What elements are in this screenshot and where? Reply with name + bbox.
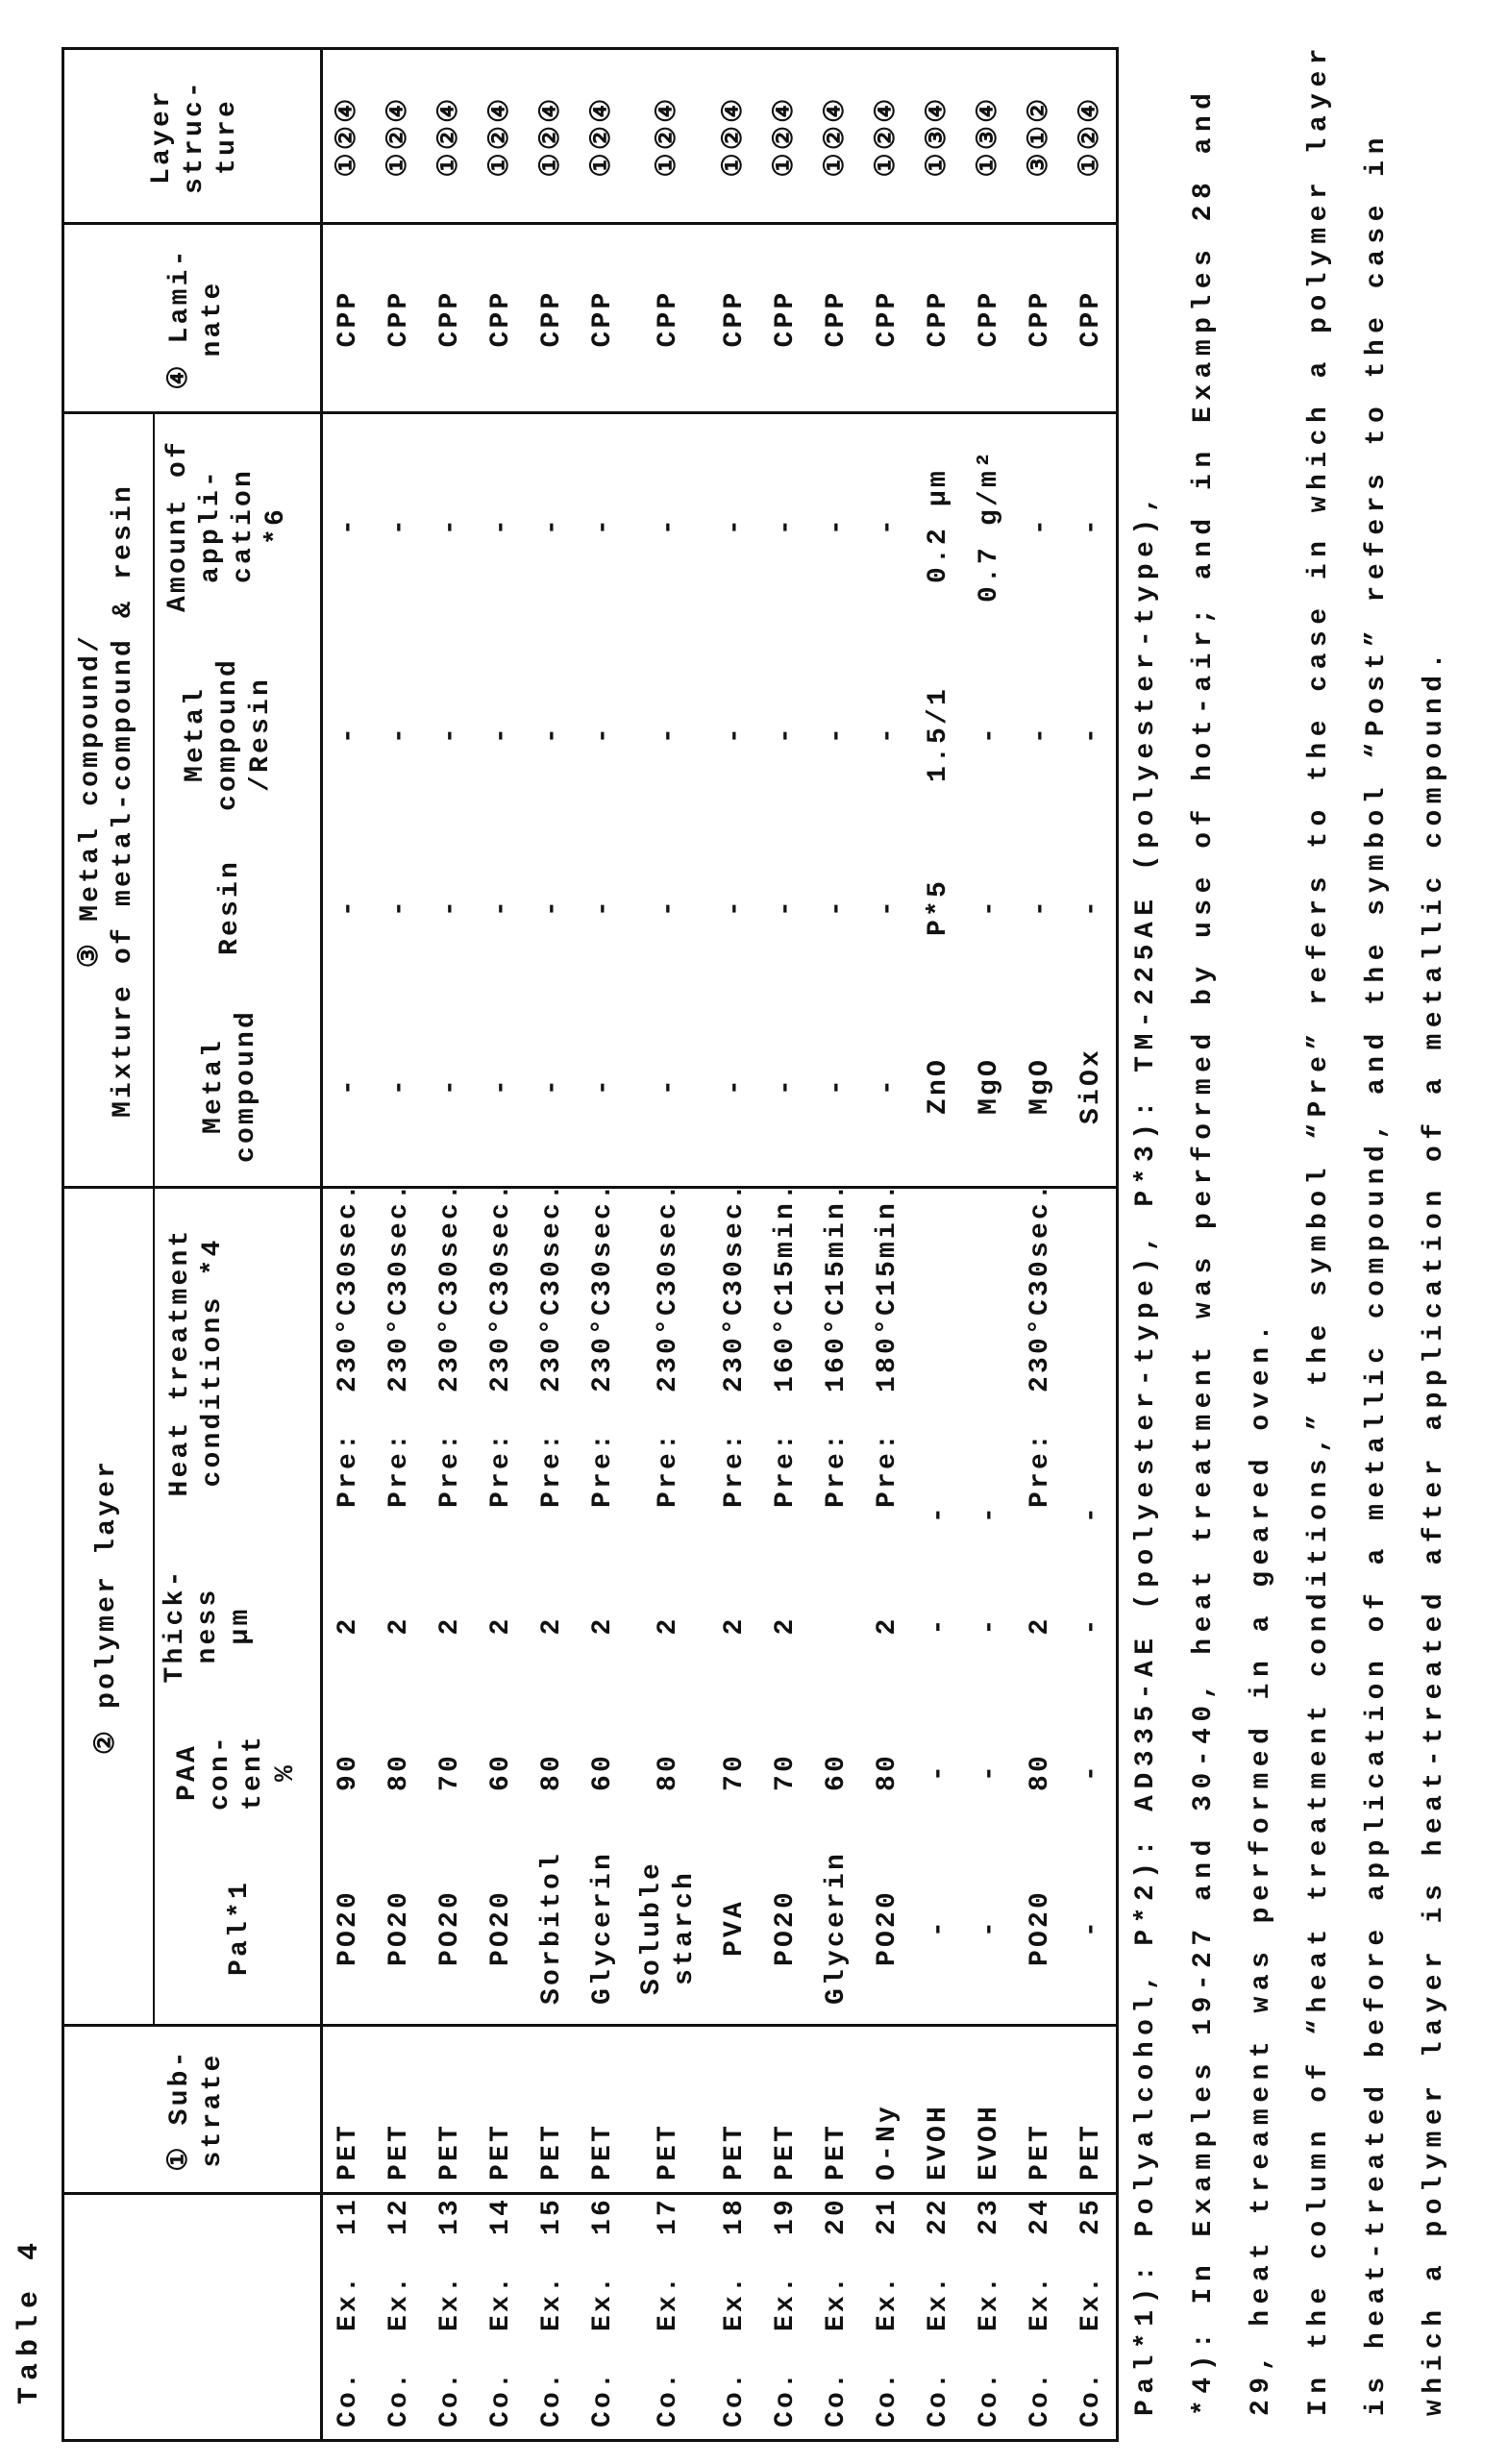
cell-paa: 70 (709, 1714, 760, 1830)
cell-amount: - (1066, 413, 1117, 638)
header-heat (159, 1188, 235, 1537)
cell-ratio: - (709, 638, 760, 830)
cell-label: Co. Ex. 15 (527, 2194, 578, 2441)
cell-resin: - (578, 830, 629, 984)
cell-amount: - (425, 413, 476, 638)
cell-pal: Glycerin (811, 1830, 862, 2026)
cell-pal: PO20 (862, 1830, 913, 2026)
cell-substrate: PET (811, 2026, 862, 2194)
footnote-line: 29, heat treament was performed in a geared oven. (1246, 1318, 1278, 2416)
cell-label: Co. Ex. 25 (1066, 2194, 1117, 2441)
cell-paa: - (964, 1714, 1015, 1830)
cell-heat: Pre: 230°C30sec. (425, 1188, 476, 1537)
header-metal-group (63, 413, 152, 1188)
header-text: ② polymer layer (91, 1459, 124, 1755)
subheader-divider (153, 413, 155, 2026)
header-text: PAA (172, 1743, 205, 1801)
header-text: ④ Lami- (164, 247, 197, 389)
cell-layer: ①②④ (578, 49, 629, 224)
cell-laminate: CPP (1066, 224, 1117, 413)
cell-thickness: 2 (476, 1537, 527, 1714)
cell-ratio: - (578, 638, 629, 830)
cell-laminate: CPP (1015, 224, 1066, 413)
cell-layer: ①②④ (1066, 49, 1117, 224)
cell-metal: - (527, 984, 578, 1188)
cell-label: Co. Ex. 16 (578, 2194, 629, 2441)
cell-layer: ①②④ (709, 49, 760, 224)
cell-label: Co. Ex. 17 (629, 2194, 709, 2441)
cell-amount: - (578, 413, 629, 638)
cell-substrate: PET (629, 2026, 709, 2194)
cell-layer: ①②④ (476, 49, 527, 224)
cell-resin: - (476, 830, 527, 984)
cell-heat: Pre: 230°C30sec. (1015, 1188, 1066, 1537)
header-pal (192, 1830, 288, 2026)
header-text: conditions *4 (197, 1237, 230, 1487)
cell-pal: Soluble starch (629, 1830, 709, 2026)
footnote-line: which a polymer layer is heat-treated after application of a metallic compound. (1419, 647, 1451, 2416)
cell-amount: 0.2 µm (913, 413, 964, 638)
cell-laminate: CPP (862, 224, 913, 413)
footnote-line: *4): In Examples 19-27 and 30-40, heat treatment was performed by use of hot-air; and in Examples 28 and (1188, 87, 1221, 2416)
cell-laminate: CPP (964, 224, 1015, 413)
cell-label: Co. Ex. 13 (425, 2194, 476, 2441)
cell-ratio: - (323, 638, 374, 830)
cell-metal: MgO (964, 984, 1015, 1188)
cell-ratio: - (374, 638, 425, 830)
cell-heat: Pre: 230°C30sec. (578, 1188, 629, 1537)
cell-laminate: CPP (760, 224, 811, 413)
table-title: Table 4 (13, 2236, 46, 2404)
cell-label: Co. Ex. 20 (811, 2194, 862, 2441)
cell-amount: - (323, 413, 374, 638)
cell-resin: - (425, 830, 476, 984)
cell-ratio: - (862, 638, 913, 830)
cell-metal: SiOx (1066, 984, 1117, 1188)
cell-paa: 70 (760, 1714, 811, 1830)
cell-metal: - (374, 984, 425, 1188)
cell-pal: PVA (709, 1830, 760, 2026)
header-text: cation (228, 468, 260, 583)
header-laminate (159, 224, 235, 413)
cell-pal: Sorbitol (527, 1830, 578, 2026)
cell-laminate: CPP (374, 224, 425, 413)
cell-ratio: - (527, 638, 578, 830)
cell-ratio: - (811, 638, 862, 830)
cell-amount: - (811, 413, 862, 638)
cell-heat: Pre: 230°C30sec. (527, 1188, 578, 1537)
cell-heat: Pre: 230°C30sec. (476, 1188, 527, 1537)
cell-ratio: - (1015, 638, 1066, 830)
cell-substrate: PET (323, 2026, 374, 2194)
header-text: ① Sub- (164, 2048, 197, 2171)
header-polymer-group (63, 1188, 152, 2026)
header-text: tent (237, 1734, 270, 1811)
cell-paa: 80 (527, 1714, 578, 1830)
header-text: ture (211, 98, 244, 175)
header-text: Mixture of metal-compound & resin (108, 483, 140, 1118)
cell-resin: - (323, 830, 374, 984)
cell-resin: - (1015, 830, 1066, 984)
cell-resin: - (964, 830, 1015, 984)
cell-metal: - (862, 984, 913, 1188)
cell-label: Co. Ex. 24 (1015, 2194, 1066, 2441)
cell-substrate: EVOH (913, 2026, 964, 2194)
cell-resin: - (862, 830, 913, 984)
cell-resin: P*5 (913, 830, 964, 984)
cell-thickness: - (964, 1537, 1015, 1714)
cell-paa: 80 (629, 1714, 709, 1830)
cell-label: Co. Ex. 18 (709, 2194, 760, 2441)
cell-layer: ①③④ (913, 49, 964, 224)
cell-amount: - (374, 413, 425, 638)
cell-pal: PO20 (425, 1830, 476, 2026)
cell-metal: - (578, 984, 629, 1188)
cell-laminate: CPP (323, 224, 374, 413)
header-text: appli- (195, 468, 228, 583)
cell-laminate: CPP (709, 224, 760, 413)
header-text: Layer (146, 88, 179, 185)
cell-amount: - (709, 413, 760, 638)
cell-pal: - (913, 1830, 964, 2026)
header-text: struc- (179, 79, 211, 194)
cell-amount: - (760, 413, 811, 638)
header-text: compound (231, 1009, 263, 1163)
cell-pal: PO20 (323, 1830, 374, 2026)
cell-laminate: CPP (527, 224, 578, 413)
cell-metal: - (476, 984, 527, 1188)
header-text: Heat treatment (164, 1227, 197, 1496)
cell-heat: Pre: 180°C15min. (862, 1188, 913, 1537)
header-text: ness (192, 1588, 225, 1664)
cell-heat: - (964, 1188, 1015, 1537)
cell-layer: ③①② (1015, 49, 1066, 224)
cell-substrate: PET (527, 2026, 578, 2194)
header-text: con- (205, 1734, 237, 1811)
cell-substrate: PET (709, 2026, 760, 2194)
cell-thickness: 2 (323, 1537, 374, 1714)
cell-layer: ①②④ (760, 49, 811, 224)
cell-layer: ①②④ (629, 49, 709, 224)
cell-thickness: - (913, 1537, 964, 1714)
header-metal-resin-ratio (173, 638, 284, 830)
header-text: µm (225, 1607, 258, 1645)
cell-substrate: PET (1015, 2026, 1066, 2194)
footnote-line: In the column of “heat treatment conditions,” the symbol “Pre” refers to the case in which a polymer layer (1303, 42, 1336, 2416)
cell-thickness: - (1066, 1537, 1117, 1714)
cell-amount: - (629, 413, 709, 638)
cell-heat: Pre: 230°C30sec. (323, 1188, 374, 1537)
cell-substrate: PET (760, 2026, 811, 2194)
cell-label: Co. Ex. 14 (476, 2194, 527, 2441)
cell-amount: - (1015, 413, 1066, 638)
cell-heat: Pre: 160°C15min. (811, 1188, 862, 1537)
cell-paa: 80 (1015, 1714, 1066, 1830)
cell-metal: - (323, 984, 374, 1188)
cell-metal: - (760, 984, 811, 1188)
cell-laminate: CPP (425, 224, 476, 413)
cell-label: Co. Ex. 19 (760, 2194, 811, 2441)
cell-resin: - (709, 830, 760, 984)
cell-layer: ①②④ (374, 49, 425, 224)
cell-substrate: O-Ny (862, 2026, 913, 2194)
cell-thickness: 2 (578, 1537, 629, 1714)
cell-thickness: 2 (862, 1537, 913, 1714)
header-paa (156, 1714, 319, 1830)
cell-paa: 80 (862, 1714, 913, 1830)
cell-heat: Pre: 230°C30sec. (374, 1188, 425, 1537)
header-text: Amount of (162, 439, 195, 612)
header-text: /Resin (245, 677, 278, 792)
cell-ratio: 1.5/1 (913, 638, 964, 830)
header-amount (156, 413, 300, 638)
cell-thickness: 2 (527, 1537, 578, 1714)
cell-amount: - (476, 413, 527, 638)
header-text: compound (212, 657, 245, 811)
cell-layer: ①②④ (425, 49, 476, 224)
cell-heat: - (1066, 1188, 1117, 1537)
cell-resin: - (811, 830, 862, 984)
cell-label: Co. Ex. 22 (913, 2194, 964, 2441)
header-text: ③ Metal compound/ (75, 633, 108, 968)
cell-laminate: CPP (578, 224, 629, 413)
header-metal-compound (192, 984, 269, 1188)
cell-label: Co. Ex. 21 (862, 2194, 913, 2441)
cell-laminate: CPP (629, 224, 709, 413)
cell-resin: - (760, 830, 811, 984)
cell-resin: - (527, 830, 578, 984)
header-text: strate (197, 2052, 230, 2167)
cell-thickness: 2 (374, 1537, 425, 1714)
header-text: Metal (198, 1038, 231, 1134)
cell-thickness: 2 (425, 1537, 476, 1714)
cell-thickness: 2 (1015, 1537, 1066, 1714)
cell-paa: - (913, 1714, 964, 1830)
cell-label: Co. Ex. 12 (374, 2194, 425, 2441)
cell-heat: Pre: 230°C30sec. (629, 1188, 709, 1537)
cell-laminate: CPP (811, 224, 862, 413)
header-substrate (154, 2026, 240, 2194)
header-text: Metal (180, 686, 212, 782)
cell-ratio: - (476, 638, 527, 830)
cell-amount: - (527, 413, 578, 638)
header-resin (192, 830, 269, 984)
cell-label: Co. Ex. 11 (323, 2194, 374, 2441)
cell-layer: ①②④ (811, 49, 862, 224)
cell-ratio: - (1066, 638, 1117, 830)
cell-pal: - (964, 1830, 1015, 2026)
footnote-line: is heat-treated before application of a metallic compound, and the symbol “Post” refers to the case in (1361, 132, 1394, 2416)
header-thickness (156, 1537, 261, 1714)
cell-substrate: PET (578, 2026, 629, 2194)
header-text: *6 (260, 506, 293, 545)
cell-thickness: 2 (709, 1537, 760, 1714)
cell-resin: - (1066, 830, 1117, 984)
cell-pal: PO20 (476, 1830, 527, 2026)
header-text: % (270, 1762, 303, 1782)
cell-ratio: - (629, 638, 709, 830)
cell-metal: - (709, 984, 760, 1188)
cell-resin: - (374, 830, 425, 984)
cell-paa: 60 (476, 1714, 527, 1830)
cell-pal: PO20 (374, 1830, 425, 2026)
cell-amount: - (862, 413, 913, 638)
cell-substrate: PET (374, 2026, 425, 2194)
cell-metal: MgO (1015, 984, 1066, 1188)
header-text: nate (197, 281, 230, 357)
cell-label: Co. Ex. 23 (964, 2194, 1015, 2441)
cell-paa: - (1066, 1714, 1117, 1830)
cell-pal: PO20 (760, 1830, 811, 2026)
cell-resin: - (629, 830, 709, 984)
cell-paa: 80 (374, 1714, 425, 1830)
cell-metal: - (811, 984, 862, 1188)
cell-layer: ①②④ (527, 49, 578, 224)
header-text: Thick- (160, 1567, 192, 1683)
header-text: Pal*1 (224, 1880, 257, 1976)
cell-paa: 60 (578, 1714, 629, 1830)
cell-layer: ①②④ (862, 49, 913, 224)
cell-pal: PO20 (1015, 1830, 1066, 2026)
cell-amount: 0.7 g/m² (964, 413, 1015, 638)
cell-pal: Glycerin (578, 1830, 629, 2026)
cell-heat: Pre: 230°C30sec. (709, 1188, 760, 1537)
header-layer-structure (139, 49, 250, 224)
cell-substrate: PET (425, 2026, 476, 2194)
cell-laminate: CPP (913, 224, 964, 413)
cell-metal: ZnO (913, 984, 964, 1188)
cell-substrate: PET (476, 2026, 527, 2194)
cell-ratio: - (425, 638, 476, 830)
cell-pal: - (1066, 1830, 1117, 2026)
cell-layer: ①③④ (964, 49, 1015, 224)
cell-heat: Pre: 160°C15min. (760, 1188, 811, 1537)
cell-substrate: PET (1066, 2026, 1117, 2194)
cell-layer: ①②④ (323, 49, 374, 224)
cell-thickness: 2 (760, 1537, 811, 1714)
cell-paa: 70 (425, 1714, 476, 1830)
rotated-page (0, 0, 1507, 2464)
cell-laminate: CPP (476, 224, 527, 413)
footnote-line: Pal*1): Polyalcohol, P*2): AD335-AE (polyester-type), P*3): TM-225AE (polyester-type), (1130, 490, 1163, 2416)
cell-ratio: - (964, 638, 1015, 830)
cell-thickness (811, 1537, 862, 1714)
cell-metal: - (629, 984, 709, 1188)
cell-substrate: EVOH (964, 2026, 1015, 2194)
cell-ratio: - (760, 638, 811, 830)
cell-thickness: 2 (629, 1537, 709, 1714)
cell-paa: 90 (323, 1714, 374, 1830)
header-text: Resin (214, 859, 247, 955)
cell-metal: - (425, 984, 476, 1188)
cell-paa: 60 (811, 1714, 862, 1830)
cell-heat: - (913, 1188, 964, 1537)
